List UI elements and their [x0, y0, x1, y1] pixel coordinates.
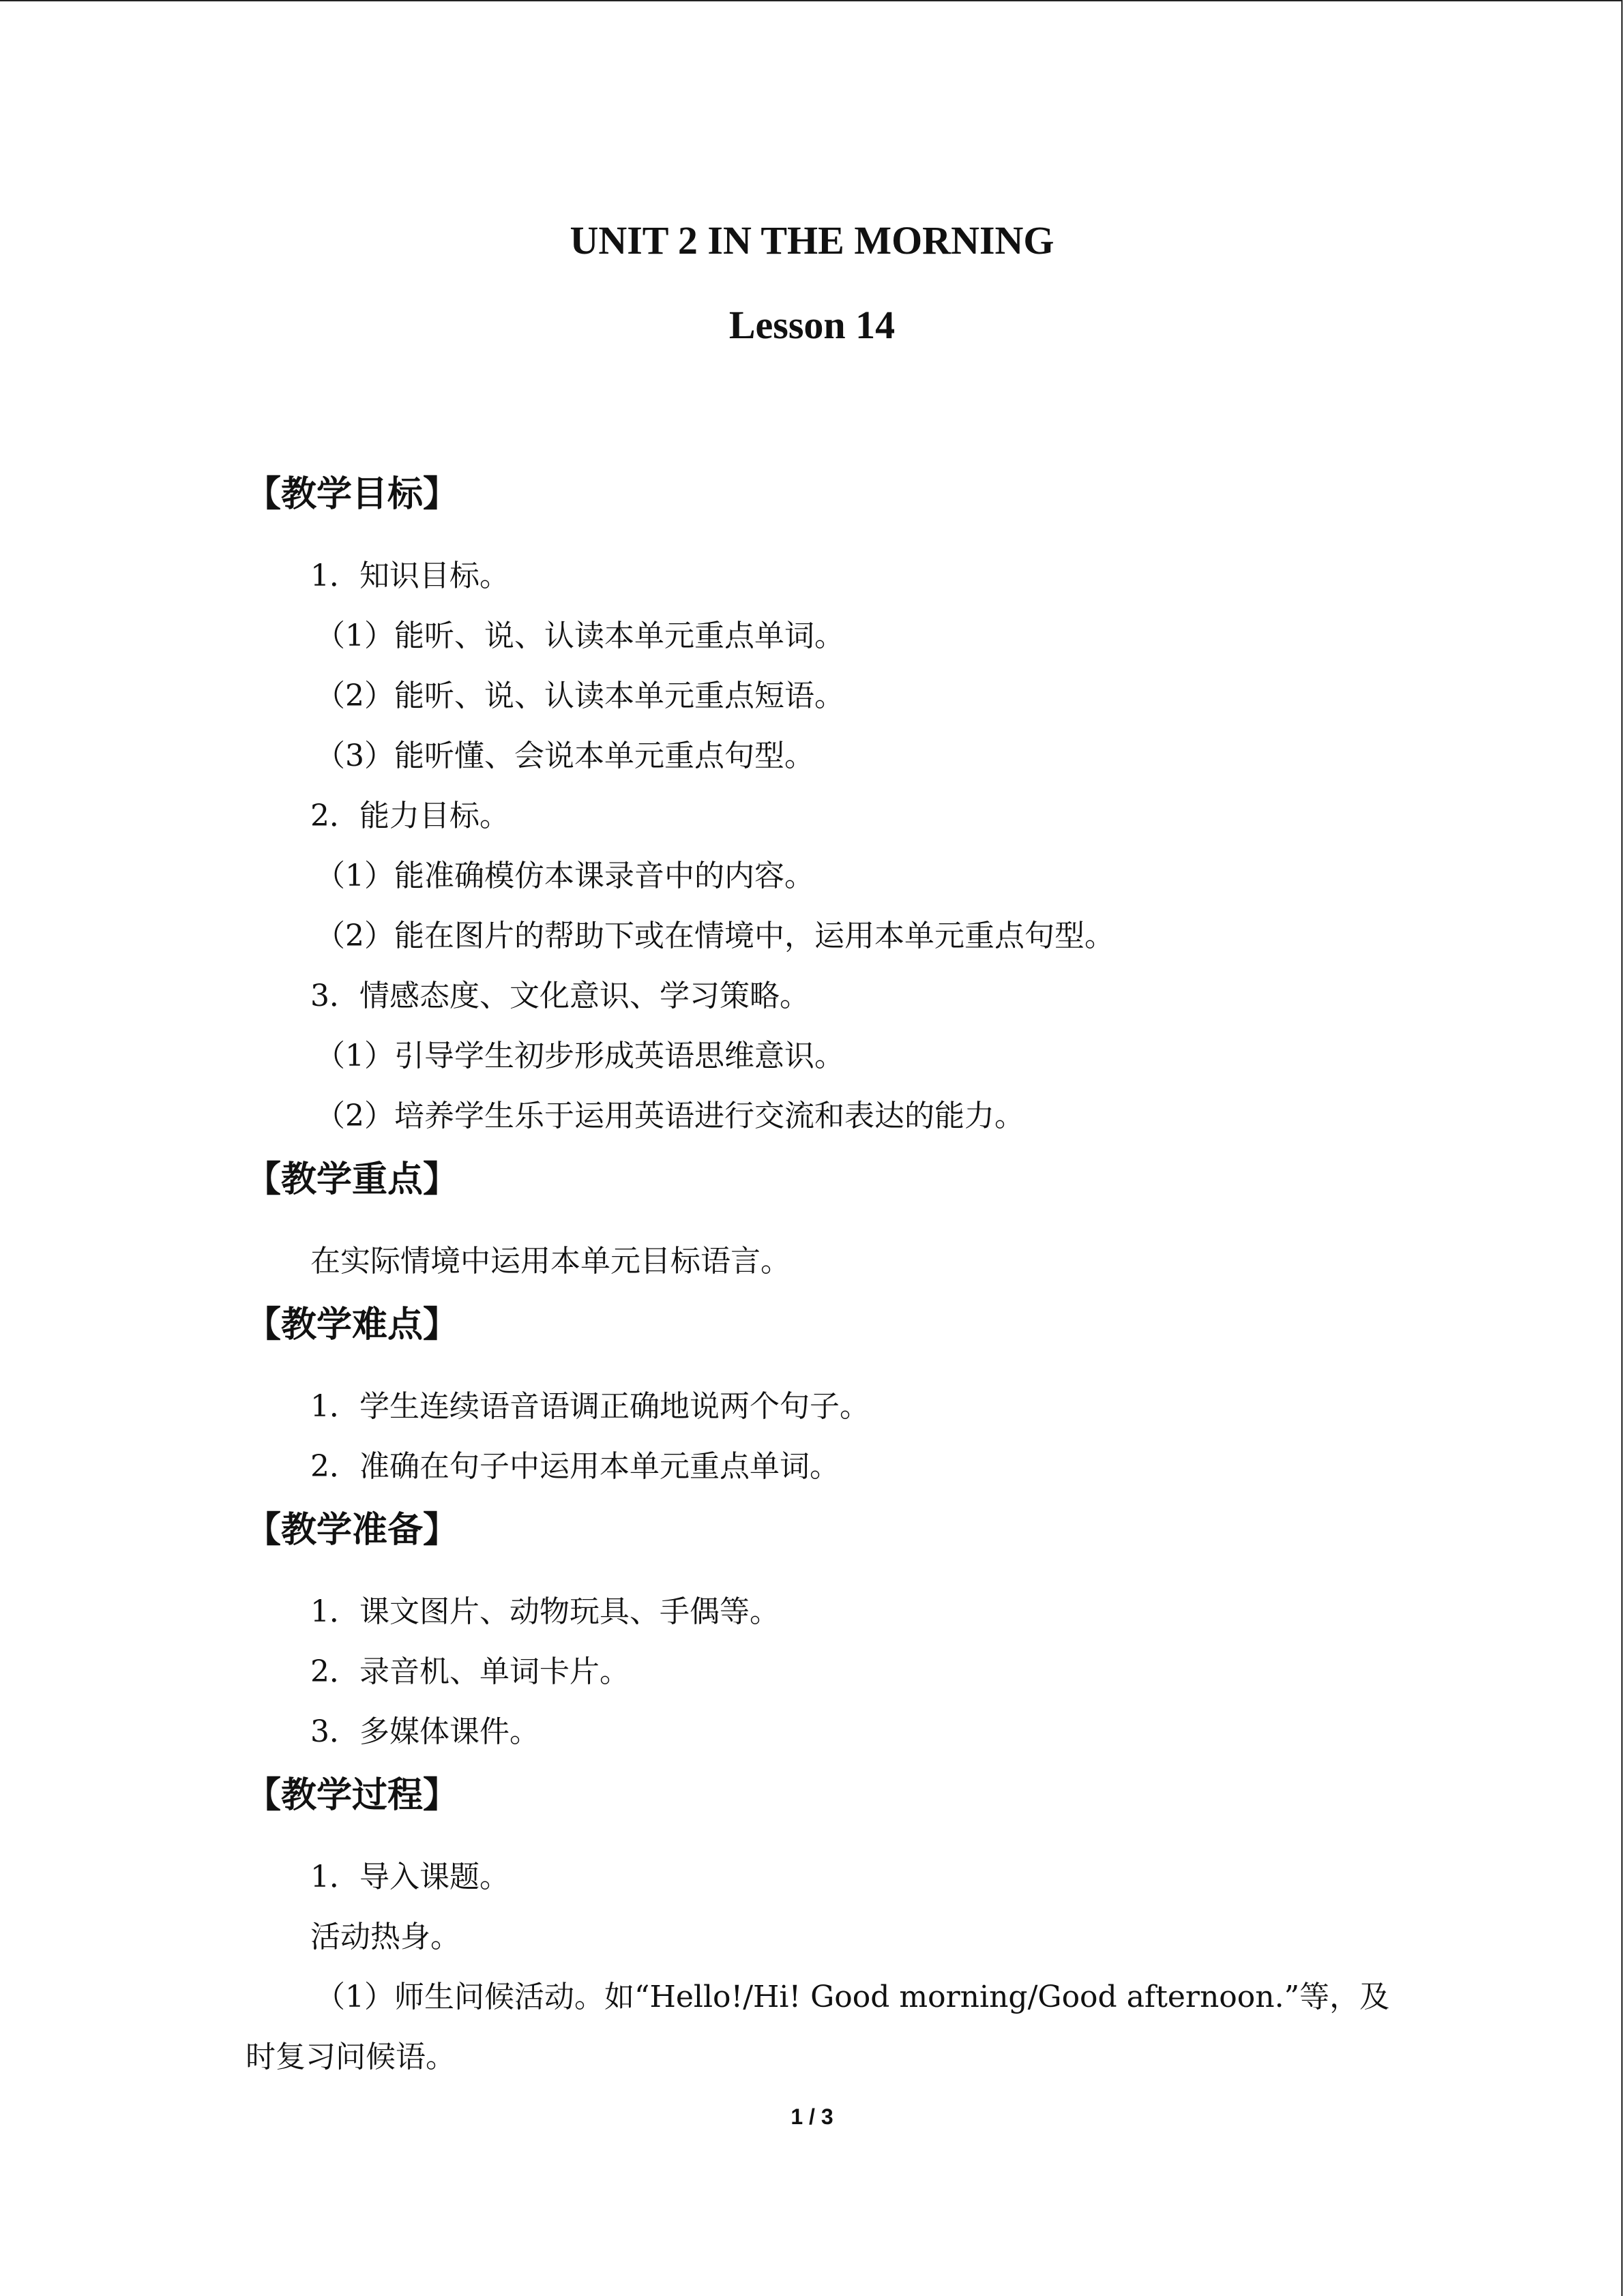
- objectives-line: （3）能听懂、会说本单元重点句型。: [315, 739, 814, 773]
- difficulties-line: 2．准确在句子中运用本单元重点单词。: [310, 1449, 840, 1484]
- objectives-line: （2）能听、说、认读本单元重点短语。: [315, 679, 844, 713]
- section-heading-process: 【教学过程】: [246, 1775, 459, 1816]
- process-line: （1）师生问候活动。如“Hello!/Hi! Good morning/Good afternoon.”等，及: [315, 1980, 1390, 2014]
- section-heading-key-points: 【教学重点】: [246, 1159, 459, 1200]
- section-heading-difficulties: 【教学难点】: [246, 1304, 459, 1345]
- objectives-line: （1）能听、说、认读本单元重点单词。: [315, 618, 844, 653]
- objectives-line: （2）能在图片的帮助下或在情境中，运用本单元重点句型。: [315, 919, 1114, 953]
- section-heading-objectives: 【教学目标】: [246, 474, 459, 515]
- difficulties-line: 1．学生连续语音语调正确地说两个句子。: [310, 1389, 870, 1424]
- objectives-line: （1）引导学生初步形成英语思维意识。: [315, 1039, 844, 1073]
- objectives-line: （1）能准确模仿本课录音中的内容。: [315, 859, 814, 893]
- objectives-line: 3．情感态度、文化意识、学习策略。: [310, 979, 810, 1013]
- document-title: UNIT 2 IN THE MORNING: [570, 218, 1054, 263]
- process-line: 1．导入课题。: [310, 1860, 510, 1894]
- section-heading-preparation: 【教学准备】: [246, 1510, 459, 1551]
- key-points-line: 在实际情境中运用本单元目标语言。: [310, 1244, 791, 1279]
- objectives-line: （2）培养学生乐于运用英语进行交流和表达的能力。: [315, 1099, 1024, 1133]
- page-number: 1 / 3: [791, 2104, 833, 2129]
- process-line: 时复习问候语。: [246, 2040, 456, 2074]
- preparation-line: 3．多媒体课件。: [310, 1714, 540, 1749]
- process-line: 活动热身。: [310, 1920, 460, 1954]
- preparation-line: 2．录音机、单词卡片。: [310, 1654, 630, 1689]
- objectives-line: 1．知识目标。: [310, 558, 510, 593]
- objectives-line: 2．能力目标。: [310, 799, 510, 833]
- document-subtitle: Lesson 14: [728, 303, 896, 347]
- preparation-line: 1．课文图片、动物玩具、手偶等。: [310, 1594, 780, 1629]
